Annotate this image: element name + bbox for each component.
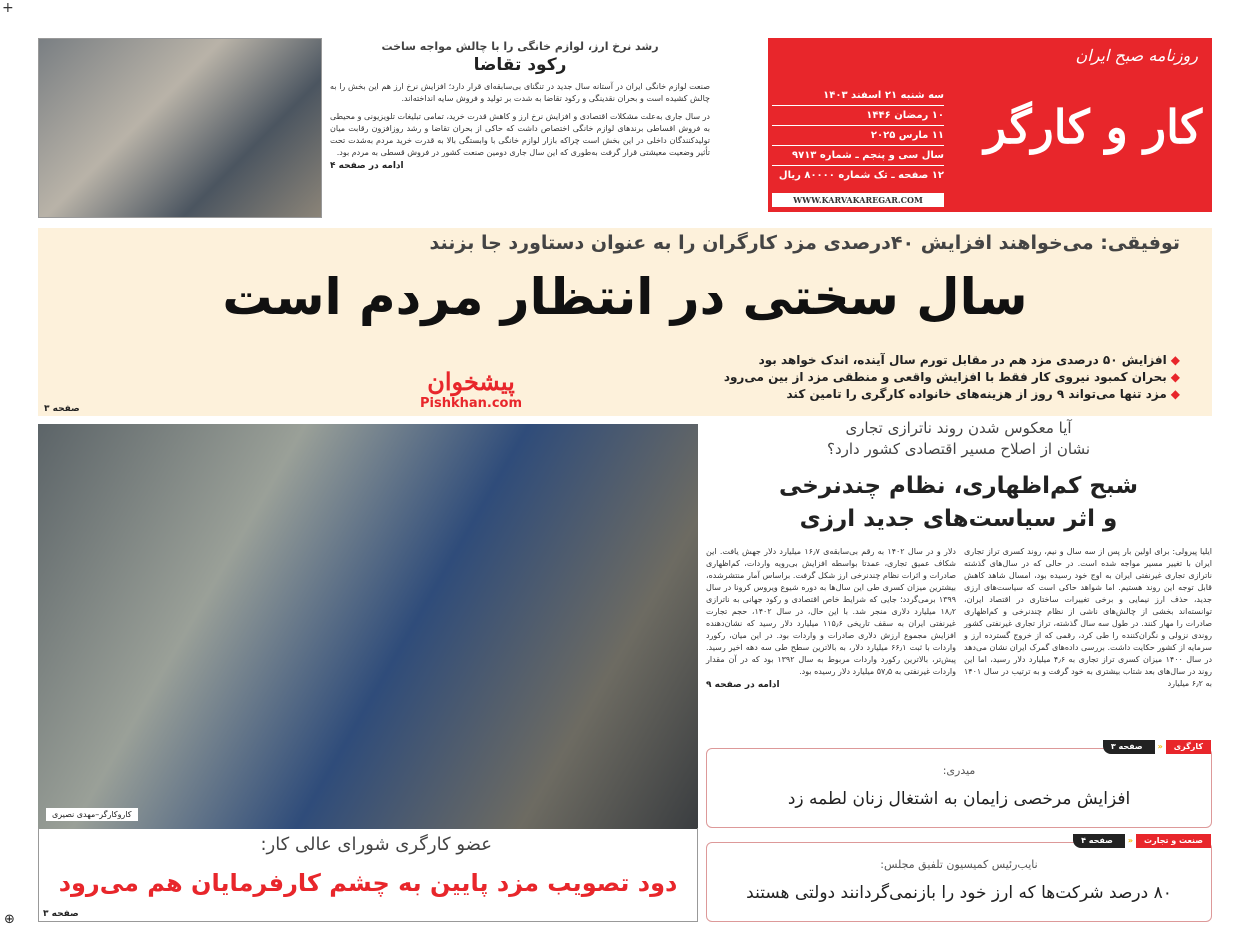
section-tag: صنعت و تجارت « صفحه ۴ [1073, 834, 1211, 848]
photo-credit: کاروکارگر–مهدی نصیری [46, 808, 138, 821]
top-article-kicker: رشد نرخ ارز، لوازم خانگی را با چالش مواجه ساخت [381, 40, 659, 53]
masthead-tagline: روزنامه صبح ایران [1075, 46, 1198, 65]
photo-story [38, 828, 698, 922]
teaser-box-industry[interactable]: صنعت و تجارت « صفحه ۴ نایب‌رئیس کمیسیون تلفیق مجلس: ۸۰ درصد شرکت‌ها که ارز خود را بازنمی‌گردانند دولتی هستند [706, 842, 1212, 922]
page-count-price: ۱۲ صفحه ـ تک شماره ۸۰۰۰۰ ریال [778, 170, 944, 181]
top-article-paragraph: در سال جاری به‌علت مشکلات اقتصادی و افزایش نرخ ارز و کاهش قدرت خرید، تمامی تبلیغات تلویزیونی و محیطی به فروش اقساطی برندهای لوازم خانگی اختصاص داشت که حاکی از بحران تقاضا و رشد روزافزون رقابت میان تولیدکنندگان داخلی در این بخش است چراکه بازار لوازم خانگی با وابستگی بالا به قدرت خرید مردم به‌شدت تحت تأثیر وضعیت معیشتی قرار گرفت به‌طوری که این سال جاری دومین صنعت کشور در فروش قسطی به مردم بود. [330, 112, 710, 157]
page-ref[interactable]: صفحه ۳ [43, 909, 79, 919]
top-article-title: رکود تقاضا [473, 55, 567, 75]
lead-column-2-wrap [706, 546, 956, 690]
chevron-icon: « [1155, 740, 1166, 754]
gregorian-date: ۱۱ مارس ۲۰۲۵ [772, 126, 944, 146]
lead-kicker: آیا معکوس شدن روند ناترازی تجاری نشان از اصلاح مسیر اقتصادی کشور دارد؟ [826, 419, 1091, 458]
diamond-icon: ◆ [1170, 387, 1180, 401]
crop-mark: + [2, 0, 14, 16]
diamond-icon: ◆ [1170, 370, 1180, 384]
worker-photo [38, 424, 698, 829]
section-tag: کارگری « صفحه ۳ [1103, 740, 1211, 754]
hijri-date: ۱۰ رمضان ۱۴۴۶ [772, 106, 944, 126]
chevron-icon: « [1125, 834, 1136, 848]
main-headline-banner [38, 228, 1212, 416]
issue-info [772, 86, 944, 185]
top-article [330, 40, 710, 171]
continued-link[interactable]: ادامه در صفحه ۴ [330, 161, 404, 171]
page-ref[interactable]: صفحه ۳ [44, 404, 80, 414]
teaser-box-labor[interactable]: کارگری « صفحه ۳ میدری: افزایش مرخصی زایمان به اشتغال زنان لطمه زد [706, 748, 1212, 828]
lead-headline: شبح کم‌اظهاری، نظام چندنرخی و اثر سیاست‌های جدید ارزی [778, 473, 1138, 532]
banner-kicker: توفیقی: می‌خواهند افزایش ۴۰درصدی مزد کارگران را به عنوان دستاورد جا بزنند [429, 232, 1180, 254]
lead-column-1: ایلیا پیرولی: برای اولین بار پس از سه سال و نیم، روند کسری تراز تجاری ایران با تغییر مسیر مواجه شده است. در حالی که در سال‌های گذشته ناترازی تجاری غیرنفتی ایران به اوج خود رسیده بود، امسال شاهد کاهش قابل توجه این روند هستیم. اما شواهد حاکی است که سیاست‌های ارزی جدید، حذف ارز نیمایی و برخی تغییرات ساختاری در اقتصاد ایران، توانسته‌اند بخشی از چالش‌های ناشی از نظام چندنرخی و کم‌اظهاری صادرات را مهار کنند. در طول سه سال گذشته، تراز تجاری غیرنفتی کشور روندی نزولی و نگران‌کننده را طی کرد، رقمی که از خروج گسترده ارز و سرمایه از کشور حکایت داشت. بررسی داده‌های گمرک ایران نشان می‌دهد در سال ۱۴۰۰ میزان کسری تراز تجاری به ۴٫۶ میلیارد دلار رسید، اما این روند در سال‌های بعد شتاب بیشتری به خود گرفت و به ترتیب در سال ۱۴۰۱ به ۶٫۲ میلیارد [964, 547, 1213, 688]
issue-date: سه شنبه ۲۱ اسفند ۱۴۰۳ [772, 86, 944, 106]
registration-mark-icon: ⊕ [4, 912, 15, 927]
photo-story-kicker: عضو کارگری شورای عالی کار: [260, 834, 492, 855]
appliance-store-photo [38, 38, 322, 218]
masthead [768, 38, 1212, 212]
lead-column-2: دلار و در سال ۱۴۰۲ به رقم بی‌سابقه‌ی ۱۶٫۷ میلیارد دلار جهش یافت. این شکاف عمیق تجاری، عمدتا بواسطه افزایش بی‌رویه واردات، کم‌اظهاری صادرات و اثرات نظام چندنرخی ارز شکل گرفت. براساس آمار منتشرشده، بیشترین میزان کسری طی این سال‌ها به دوره شیوع ویروس کرونا در سال ۱۳۹۹ برمی‌گردد؛ جایی که شرایط خاص اقتصادی و رکود جهانی به ناترازی ۱۸٫۲ میلیارد دلاری منجر شد. با این حال، در سال ۱۴۰۲، حجم تجارت غیرنفتی ایران به سقف تاریخی ۱۱۵٫۶ میلیارد دلار رسید که نشان‌دهنده افزایش مجموع ارزش دلاری صادرات و واردات بود. در این میان، رکورد واردات با ثبت ۶۶٫۱ میلیارد دلار، به بالاترین سطح طی سه دهه اخیر رسید. پیش‌تر، بالاترین رکورد واردات مربوط به سال ۱۳۹۲ بود که در آن مقدار واردات غیرنفتی به ۵۷٫۵ میلیارد دلار رسیده بود. [706, 547, 957, 676]
bullet-item: ◆بحران کمبود نیروی کار فقط با افزایش واقعی و منطقی مزد از بین می‌رود [723, 370, 1180, 384]
newspaper-logo: کار و کارگر [984, 100, 1202, 154]
issue-number: سال سی و پنجم ـ شماره ۹۷۱۳ [772, 146, 944, 166]
photo-story-headline: دود تصویب مزد پایین به چشم کارفرمایان هم می‌رود [58, 869, 678, 897]
watermark: پیشخوان Pishkhan.com [420, 367, 523, 411]
website-link[interactable]: WWW.KARVAKAREGAR.COM [772, 193, 944, 207]
bullet-item: ◆مزد تنها می‌تواند ۹ روز از هزینه‌های خانواده کارگری را تامین کند [786, 387, 1180, 401]
banner-headline: سال سختی در انتظار مردم است [222, 268, 1028, 326]
bullet-item: ◆افزایش ۵۰ درصدی مزد هم در مقابل تورم سال آینده، اندک خواهد بود [758, 353, 1180, 367]
diamond-icon: ◆ [1170, 353, 1180, 367]
continued-link[interactable]: ادامه در صفحه ۹ [706, 680, 780, 690]
banner-bullets [724, 352, 1180, 403]
top-article-paragraph: صنعت لوازم خانگی ایران در آستانه سال جدید در تنگنای بی‌سابقه‌ای قرار دارد؛ افزایش نرخ ارز هم این بخش را به چالش کشیده است و بحران نقدینگی و رکود تقاضا به شدت بر تولید و فروش سایه انداخته‌اند. [330, 82, 710, 103]
